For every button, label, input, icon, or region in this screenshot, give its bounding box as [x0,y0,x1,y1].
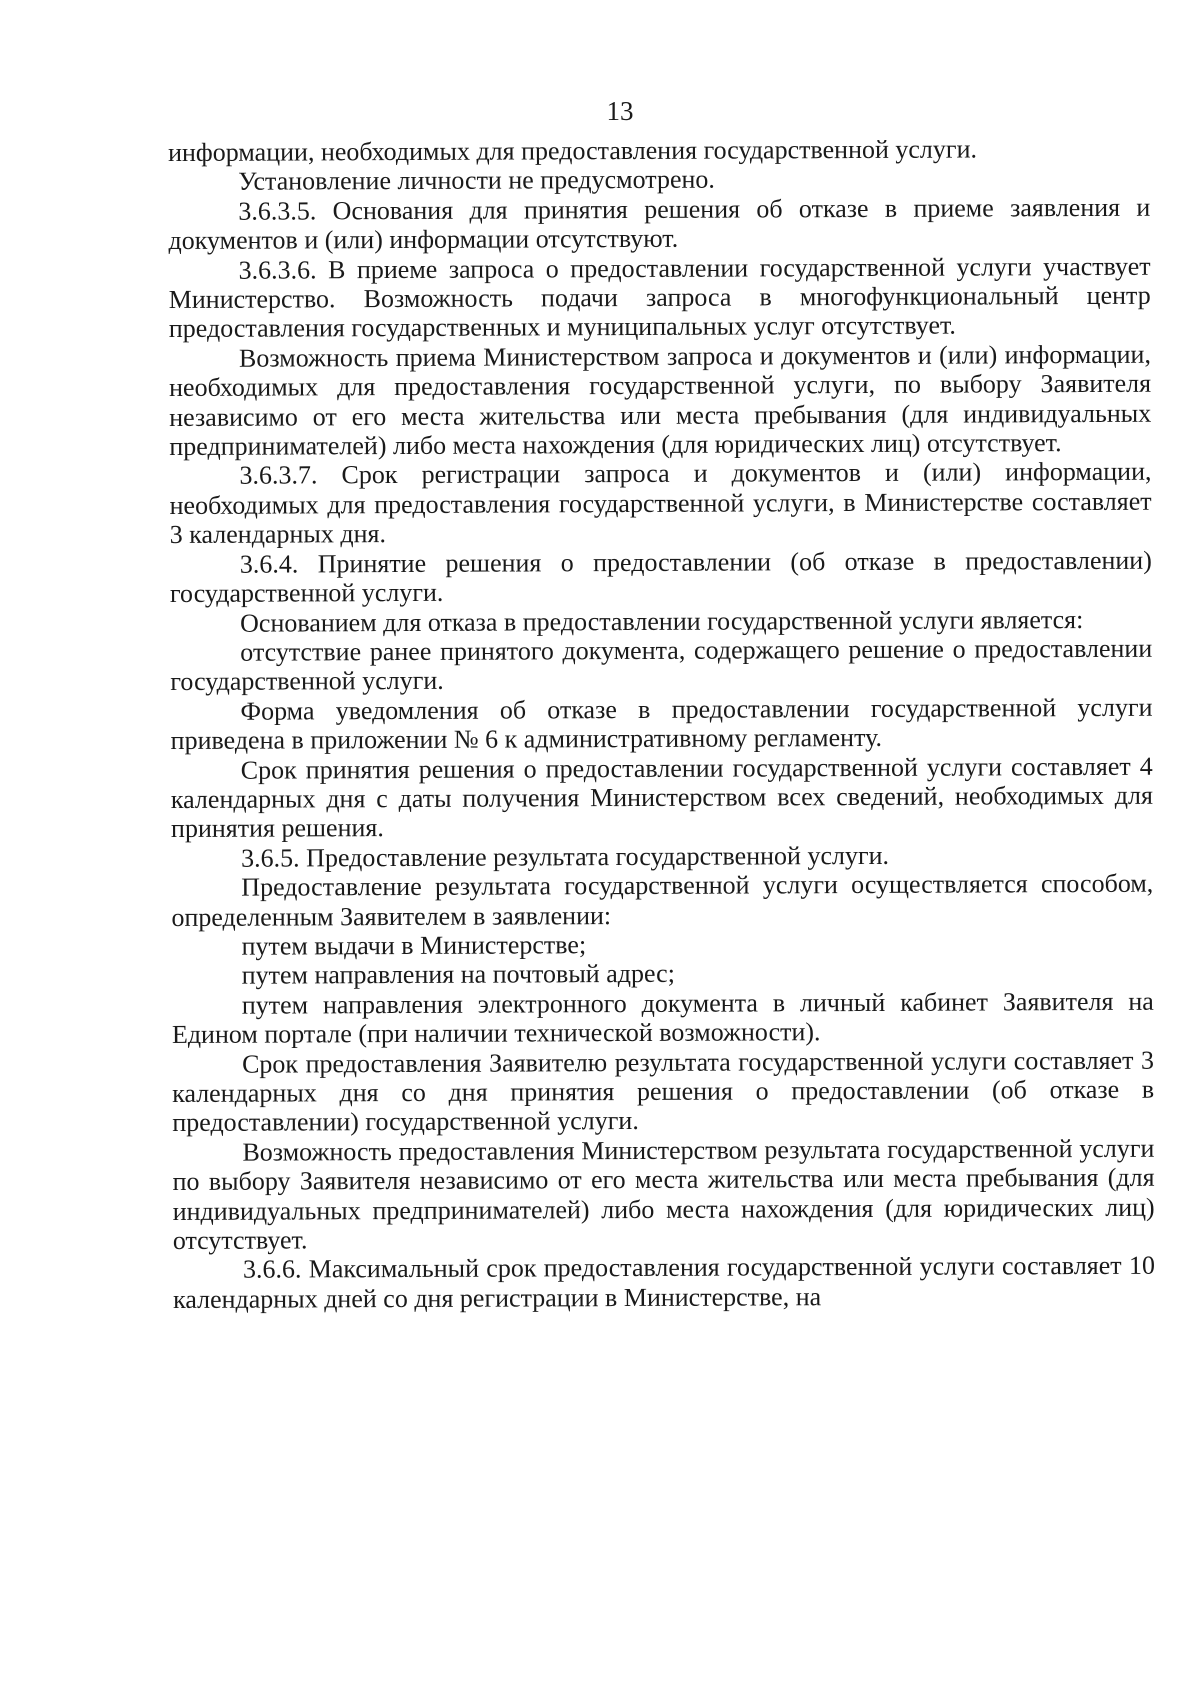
paragraph: 3.6.3.5. Основания для принятия решения об отказе в приеме заявления и документов и (или) информации отсутствуют. [168,192,1151,256]
paragraph: Предоставление результата государственной услуги осуществляется способом, определенным Заявителем в заявлении: [171,868,1154,932]
page-number: 13 [606,96,634,126]
paragraph: путем направления на почтовый адрес; [241,959,675,991]
paragraph: 3.6.4. Принятие решения о предоставлении (об отказе в предоставлении) государственной услуги. [169,545,1152,609]
paragraph: информации, необходимых для предоставления государственной услуги. [168,134,978,167]
paragraph: Форма уведомления об отказе в предоставлении государственной услуги приведена в приложении № 6 к административному регламенту. [170,692,1153,756]
paragraph: Основанием для отказа в предоставлении государственной услуги является: [240,604,1084,638]
paragraph: 3.6.3.6. В приеме запроса о предоставлении государственной услуги участвует Министерство. Возможность подачи запроса в многофункциональный центр предоставления государственных и муниципальных услуг отсутствует. [168,251,1151,344]
paragraph: 3.6.5. Предоставление результата государственной услуги. [241,840,890,873]
paragraph: отсутствие ранее принятого документа, содержащего решение о предоставлении государственной услуги. [170,633,1153,697]
paragraph: Срок принятия решения о предоставлении государственной услуги составляет 4 календарных дня с даты получения Министерством всех сведений, необходимых для принятия решения. [170,751,1153,844]
paragraph: Срок предоставления Заявителю результата государственной услуги составляет 3 календарных дня со дня принятия решения о предоставлении (об отказе в предоставлении) государственной услуги. [172,1045,1155,1138]
paragraph: Возможность предоставления Министерством результата государственной услуги по выбору Заявителя независимо от его места жительства или места пребывания (для индивидуальных предпринимателей) либо места нахождения (для юридических лиц) отсутствует. [172,1133,1155,1256]
paragraph: Возможность приема Министерством запроса и документов и (или) информации, необходимых для предоставления государственной услуги, по выбору Заявителя независимо от его места жительства или места пребывания (для индивидуальных предпринимателей) либо места нахождения (для юридических лиц) отсутствует. [169,339,1152,462]
paragraph: путем выдачи в Министерстве; [241,930,587,961]
paragraph: Установление личности не предусмотрено. [238,165,715,197]
document-body [168,134,1155,1315]
paragraph: 3.6.6. Максимальный срок предоставления государственной услуги составляет 10 календарных дней со дня регистрации в Министерстве, на [173,1251,1155,1314]
paragraph: 3.6.3.7. Срок регистрации запроса и документов и (или) информации, необходимых для предоставления государственной услуги, в Министерстве составляет 3 календарных дня. [169,457,1152,550]
paragraph: путем направления электронного документа в личный кабинет Заявителя на Едином портале (при наличии технической возможности). [171,986,1154,1050]
